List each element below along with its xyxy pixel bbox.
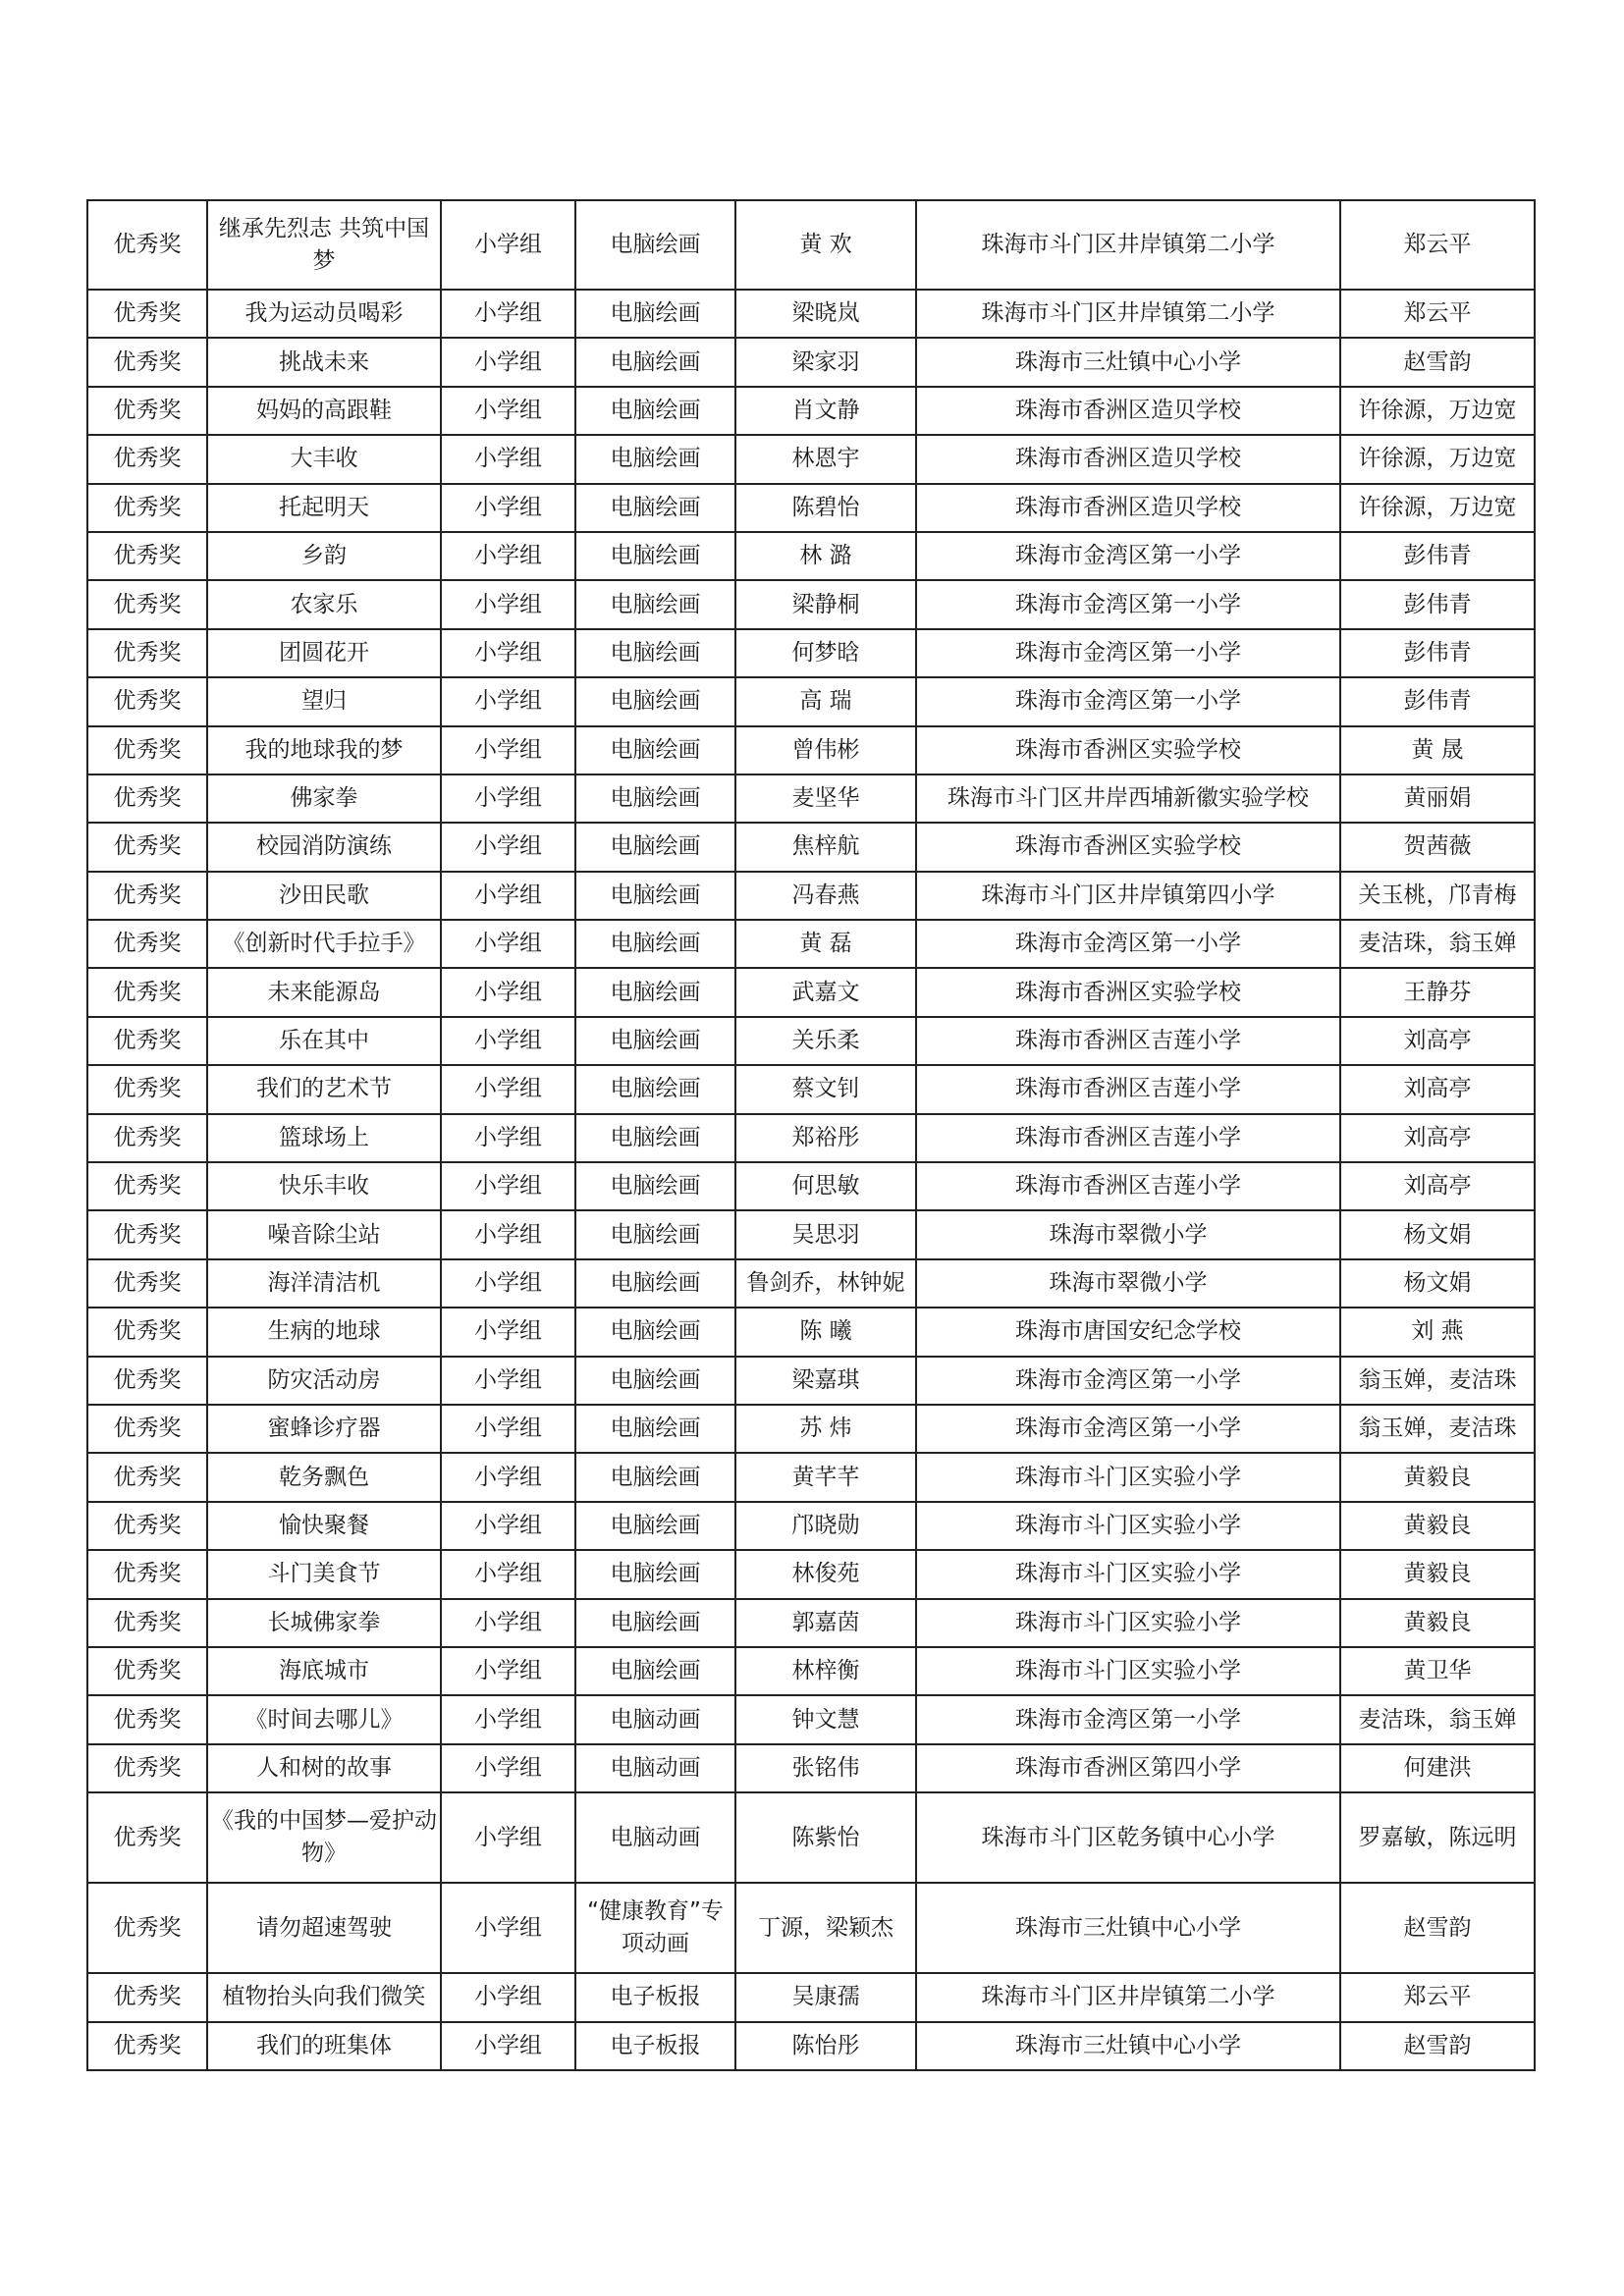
work-title-cell: 大丰收: [207, 435, 441, 483]
work-title-cell: 噪音除尘站: [207, 1210, 441, 1258]
author-cell: 麦坚华: [735, 774, 916, 823]
group-cell: 小学组: [441, 1017, 575, 1065]
group-cell: 小学组: [441, 1114, 575, 1162]
school-cell: 珠海市金湾区第一小学: [916, 920, 1340, 968]
school-cell: 珠海市斗门区实验小学: [916, 1647, 1340, 1695]
teacher-cell: 郑云平: [1340, 200, 1535, 290]
category-cell: 电脑绘画: [575, 1599, 735, 1647]
award-cell: 优秀奖: [87, 290, 207, 338]
author-cell: 何思敏: [735, 1162, 916, 1210]
author-cell: 鲁剑乔，林钟妮: [735, 1259, 916, 1308]
group-cell: 小学组: [441, 1973, 575, 2021]
author-cell: 苏 炜: [735, 1405, 916, 1453]
group-cell: 小学组: [441, 677, 575, 725]
category-cell: 电子板报: [575, 2022, 735, 2070]
table-row: [87, 290, 1535, 338]
group-cell: 小学组: [441, 774, 575, 823]
table-row: [87, 1162, 1535, 1210]
school-cell: 珠海市香洲区吉莲小学: [916, 1114, 1340, 1162]
table-row: [87, 1647, 1535, 1695]
teacher-cell: 许徐源，万边宽: [1340, 435, 1535, 483]
table-row: [87, 1973, 1535, 2021]
author-cell: 梁静桐: [735, 580, 916, 628]
work-title-cell: 《创新时代手拉手》: [207, 920, 441, 968]
group-cell: 小学组: [441, 1065, 575, 1113]
author-cell: 梁家羽: [735, 338, 916, 386]
category-cell: 电脑绘画: [575, 1453, 735, 1501]
school-cell: 珠海市斗门区实验小学: [916, 1599, 1340, 1647]
table-row: [87, 629, 1535, 677]
table-row: [87, 677, 1535, 725]
category-cell: 电脑绘画: [575, 872, 735, 920]
teacher-cell: 郑云平: [1340, 290, 1535, 338]
group-cell: 小学组: [441, 1792, 575, 1883]
table-row: [87, 1883, 1535, 1973]
award-cell: 优秀奖: [87, 1599, 207, 1647]
group-cell: 小学组: [441, 968, 575, 1016]
work-title-cell: 佛家拳: [207, 774, 441, 823]
school-cell: 珠海市金湾区第一小学: [916, 677, 1340, 725]
school-cell: 珠海市香洲区吉莲小学: [916, 1065, 1340, 1113]
table-row: [87, 1065, 1535, 1113]
school-cell: 珠海市香洲区吉莲小学: [916, 1162, 1340, 1210]
group-cell: 小学组: [441, 200, 575, 290]
category-cell: 电脑绘画: [575, 200, 735, 290]
award-cell: 优秀奖: [87, 1647, 207, 1695]
award-cell: 优秀奖: [87, 387, 207, 435]
author-cell: 陈怡彤: [735, 2022, 916, 2070]
award-cell: 优秀奖: [87, 774, 207, 823]
category-cell: 电脑绘画: [575, 1357, 735, 1405]
work-title-cell: 乐在其中: [207, 1017, 441, 1065]
work-title-cell: 蜜蜂诊疗器: [207, 1405, 441, 1453]
author-cell: 关乐柔: [735, 1017, 916, 1065]
category-cell: 电脑绘画: [575, 1017, 735, 1065]
school-cell: 珠海市三灶镇中心小学: [916, 1883, 1340, 1973]
author-cell: 武嘉文: [735, 968, 916, 1016]
school-cell: 珠海市斗门区乾务镇中心小学: [916, 1792, 1340, 1883]
teacher-cell: 罗嘉敏，陈远明: [1340, 1792, 1535, 1883]
group-cell: 小学组: [441, 1357, 575, 1405]
author-cell: 丁源，梁颖杰: [735, 1883, 916, 1973]
teacher-cell: 何建洪: [1340, 1744, 1535, 1792]
awards-table-body: [87, 200, 1535, 2070]
category-cell: 电脑动画: [575, 1695, 735, 1743]
teacher-cell: 贺茜薇: [1340, 823, 1535, 871]
work-title-cell: 防灾活动房: [207, 1357, 441, 1405]
table-row: [87, 338, 1535, 386]
group-cell: 小学组: [441, 1883, 575, 1973]
author-cell: 冯春燕: [735, 872, 916, 920]
table-row: [87, 387, 1535, 435]
group-cell: 小学组: [441, 580, 575, 628]
table-row: [87, 726, 1535, 774]
group-cell: 小学组: [441, 1308, 575, 1356]
author-cell: 梁晓岚: [735, 290, 916, 338]
group-cell: 小学组: [441, 1599, 575, 1647]
school-cell: 珠海市金湾区第一小学: [916, 1695, 1340, 1743]
school-cell: 珠海市金湾区第一小学: [916, 629, 1340, 677]
work-title-cell: 长城佛家拳: [207, 1599, 441, 1647]
work-title-cell: 托起明天: [207, 484, 441, 532]
teacher-cell: 许徐源，万边宽: [1340, 387, 1535, 435]
category-cell: 电脑绘画: [575, 968, 735, 1016]
award-cell: 优秀奖: [87, 823, 207, 871]
category-cell: “健康教育”专项动画: [575, 1883, 735, 1973]
group-cell: 小学组: [441, 387, 575, 435]
school-cell: 珠海市金湾区第一小学: [916, 1357, 1340, 1405]
category-cell: 电脑绘画: [575, 677, 735, 725]
group-cell: 小学组: [441, 823, 575, 871]
table-row: [87, 1792, 1535, 1883]
category-cell: 电脑绘画: [575, 338, 735, 386]
author-cell: 肖文静: [735, 387, 916, 435]
table-row: [87, 200, 1535, 290]
awards-table: [86, 199, 1536, 2071]
school-cell: 珠海市金湾区第一小学: [916, 1405, 1340, 1453]
work-title-cell: 海底城市: [207, 1647, 441, 1695]
category-cell: 电脑绘画: [575, 290, 735, 338]
group-cell: 小学组: [441, 338, 575, 386]
award-cell: 优秀奖: [87, 1162, 207, 1210]
category-cell: 电脑绘画: [575, 1065, 735, 1113]
group-cell: 小学组: [441, 532, 575, 580]
school-cell: 珠海市香洲区造贝学校: [916, 484, 1340, 532]
table-row: [87, 1405, 1535, 1453]
author-cell: 张铭伟: [735, 1744, 916, 1792]
school-cell: 珠海市香洲区吉莲小学: [916, 1017, 1340, 1065]
teacher-cell: 刘 燕: [1340, 1308, 1535, 1356]
school-cell: 珠海市斗门区井岸镇第二小学: [916, 1973, 1340, 2021]
author-cell: 吴思羽: [735, 1210, 916, 1258]
school-cell: 珠海市香洲区造贝学校: [916, 387, 1340, 435]
school-cell: 珠海市斗门区井岸镇第二小学: [916, 200, 1340, 290]
group-cell: 小学组: [441, 1210, 575, 1258]
category-cell: 电脑绘画: [575, 1550, 735, 1598]
teacher-cell: 杨文娟: [1340, 1210, 1535, 1258]
work-title-cell: 斗门美食节: [207, 1550, 441, 1598]
work-title-cell: 我的地球我的梦: [207, 726, 441, 774]
work-title-cell: 篮球场上: [207, 1114, 441, 1162]
author-cell: 黄 磊: [735, 920, 916, 968]
group-cell: 小学组: [441, 1647, 575, 1695]
work-title-cell: 《时间去哪儿》: [207, 1695, 441, 1743]
teacher-cell: 刘高亭: [1340, 1017, 1535, 1065]
group-cell: 小学组: [441, 484, 575, 532]
group-cell: 小学组: [441, 920, 575, 968]
award-cell: 优秀奖: [87, 532, 207, 580]
author-cell: 吴康孺: [735, 1973, 916, 2021]
author-cell: 陈碧怡: [735, 484, 916, 532]
teacher-cell: 赵雪韵: [1340, 2022, 1535, 2070]
author-cell: 林 潞: [735, 532, 916, 580]
teacher-cell: 杨文娟: [1340, 1259, 1535, 1308]
work-title-cell: 乾务飘色: [207, 1453, 441, 1501]
teacher-cell: 彭伟青: [1340, 532, 1535, 580]
author-cell: 陈 曦: [735, 1308, 916, 1356]
work-title-cell: 快乐丰收: [207, 1162, 441, 1210]
teacher-cell: 刘高亭: [1340, 1162, 1535, 1210]
table-row: [87, 1259, 1535, 1308]
work-title-cell: 我们的班集体: [207, 2022, 441, 2070]
group-cell: 小学组: [441, 629, 575, 677]
work-title-cell: 农家乐: [207, 580, 441, 628]
work-title-cell: 校园消防演练: [207, 823, 441, 871]
award-cell: 优秀奖: [87, 1973, 207, 2021]
teacher-cell: 黄毅良: [1340, 1550, 1535, 1598]
teacher-cell: 彭伟青: [1340, 677, 1535, 725]
teacher-cell: 郑云平: [1340, 1973, 1535, 2021]
author-cell: 梁嘉琪: [735, 1357, 916, 1405]
work-title-cell: 我为运动员喝彩: [207, 290, 441, 338]
teacher-cell: 黄丽娟: [1340, 774, 1535, 823]
table-row: [87, 1453, 1535, 1501]
table-row: [87, 1017, 1535, 1065]
category-cell: 电脑绘画: [575, 435, 735, 483]
category-cell: 电脑绘画: [575, 629, 735, 677]
award-cell: 优秀奖: [87, 1792, 207, 1883]
author-cell: 何梦晗: [735, 629, 916, 677]
teacher-cell: 黄 晟: [1340, 726, 1535, 774]
award-cell: 优秀奖: [87, 1550, 207, 1598]
category-cell: 电脑绘画: [575, 1162, 735, 1210]
award-cell: 优秀奖: [87, 1502, 207, 1550]
award-cell: 优秀奖: [87, 1357, 207, 1405]
table-row: [87, 774, 1535, 823]
author-cell: 蔡文钊: [735, 1065, 916, 1113]
teacher-cell: 翁玉婵，麦洁珠: [1340, 1357, 1535, 1405]
school-cell: 珠海市三灶镇中心小学: [916, 338, 1340, 386]
group-cell: 小学组: [441, 726, 575, 774]
group-cell: 小学组: [441, 1259, 575, 1308]
table-row: [87, 823, 1535, 871]
teacher-cell: 黄毅良: [1340, 1502, 1535, 1550]
author-cell: 黄芊芊: [735, 1453, 916, 1501]
teacher-cell: 赵雪韵: [1340, 338, 1535, 386]
award-cell: 优秀奖: [87, 200, 207, 290]
table-row: [87, 1210, 1535, 1258]
teacher-cell: 彭伟青: [1340, 580, 1535, 628]
author-cell: 郭嘉茵: [735, 1599, 916, 1647]
teacher-cell: 黄毅良: [1340, 1599, 1535, 1647]
school-cell: 珠海市翠微小学: [916, 1210, 1340, 1258]
school-cell: 珠海市斗门区实验小学: [916, 1502, 1340, 1550]
category-cell: 电脑绘画: [575, 1502, 735, 1550]
award-cell: 优秀奖: [87, 2022, 207, 2070]
award-cell: 优秀奖: [87, 1883, 207, 1973]
teacher-cell: 麦洁珠，翁玉婵: [1340, 920, 1535, 968]
category-cell: 电子板报: [575, 1973, 735, 2021]
school-cell: 珠海市香洲区造贝学校: [916, 435, 1340, 483]
table-row: [87, 1357, 1535, 1405]
school-cell: 珠海市斗门区井岸镇第四小学: [916, 872, 1340, 920]
award-cell: 优秀奖: [87, 629, 207, 677]
category-cell: 电脑绘画: [575, 920, 735, 968]
award-cell: 优秀奖: [87, 580, 207, 628]
school-cell: 珠海市香洲区实验学校: [916, 823, 1340, 871]
school-cell: 珠海市三灶镇中心小学: [916, 2022, 1340, 2070]
author-cell: 曾伟彬: [735, 726, 916, 774]
category-cell: 电脑绘画: [575, 1405, 735, 1453]
group-cell: 小学组: [441, 2022, 575, 2070]
work-title-cell: 人和树的故事: [207, 1744, 441, 1792]
school-cell: 珠海市香洲区实验学校: [916, 726, 1340, 774]
table-row: [87, 1308, 1535, 1356]
work-title-cell: 妈妈的高跟鞋: [207, 387, 441, 435]
author-cell: 钟文慧: [735, 1695, 916, 1743]
category-cell: 电脑绘画: [575, 532, 735, 580]
work-title-cell: 请勿超速驾驶: [207, 1883, 441, 1973]
table-row: [87, 1695, 1535, 1743]
teacher-cell: 王静芬: [1340, 968, 1535, 1016]
table-row: [87, 484, 1535, 532]
table-row: [87, 872, 1535, 920]
award-cell: 优秀奖: [87, 1744, 207, 1792]
award-cell: 优秀奖: [87, 1017, 207, 1065]
author-cell: 陈紫怡: [735, 1792, 916, 1883]
work-title-cell: 海洋清洁机: [207, 1259, 441, 1308]
award-cell: 优秀奖: [87, 1065, 207, 1113]
school-cell: 珠海市翠微小学: [916, 1259, 1340, 1308]
author-cell: 焦梓航: [735, 823, 916, 871]
table-row: [87, 968, 1535, 1016]
group-cell: 小学组: [441, 1405, 575, 1453]
table-row: [87, 1599, 1535, 1647]
award-cell: 优秀奖: [87, 338, 207, 386]
group-cell: 小学组: [441, 435, 575, 483]
author-cell: 郑裕彤: [735, 1114, 916, 1162]
author-cell: 林梓衡: [735, 1647, 916, 1695]
teacher-cell: 麦洁珠，翁玉婵: [1340, 1695, 1535, 1743]
award-cell: 优秀奖: [87, 1695, 207, 1743]
group-cell: 小学组: [441, 1550, 575, 1598]
group-cell: 小学组: [441, 290, 575, 338]
award-cell: 优秀奖: [87, 1308, 207, 1356]
category-cell: 电脑绘画: [575, 484, 735, 532]
award-cell: 优秀奖: [87, 677, 207, 725]
category-cell: 电脑绘画: [575, 1647, 735, 1695]
school-cell: 珠海市唐国安纪念学校: [916, 1308, 1340, 1356]
school-cell: 珠海市斗门区井岸西埔新徽实验学校: [916, 774, 1340, 823]
author-cell: 林俊苑: [735, 1550, 916, 1598]
work-title-cell: 挑战未来: [207, 338, 441, 386]
category-cell: 电脑绘画: [575, 774, 735, 823]
author-cell: 黄 欢: [735, 200, 916, 290]
teacher-cell: 彭伟青: [1340, 629, 1535, 677]
group-cell: 小学组: [441, 1502, 575, 1550]
category-cell: 电脑绘画: [575, 823, 735, 871]
teacher-cell: 许徐源，万边宽: [1340, 484, 1535, 532]
category-cell: 电脑动画: [575, 1792, 735, 1883]
school-cell: 珠海市斗门区井岸镇第二小学: [916, 290, 1340, 338]
award-cell: 优秀奖: [87, 1114, 207, 1162]
category-cell: 电脑绘画: [575, 726, 735, 774]
school-cell: 珠海市香洲区第四小学: [916, 1744, 1340, 1792]
category-cell: 电脑绘画: [575, 580, 735, 628]
table-row: [87, 920, 1535, 968]
author-cell: 高 瑞: [735, 677, 916, 725]
teacher-cell: 黄毅良: [1340, 1453, 1535, 1501]
work-title-cell: 生病的地球: [207, 1308, 441, 1356]
work-title-cell: 继承先烈志 共筑中国梦: [207, 200, 441, 290]
award-cell: 优秀奖: [87, 484, 207, 532]
award-cell: 优秀奖: [87, 1259, 207, 1308]
award-cell: 优秀奖: [87, 435, 207, 483]
work-title-cell: 团圆花开: [207, 629, 441, 677]
table-row: [87, 2022, 1535, 2070]
award-cell: 优秀奖: [87, 872, 207, 920]
teacher-cell: 黄卫华: [1340, 1647, 1535, 1695]
work-title-cell: 望归: [207, 677, 441, 725]
award-cell: 优秀奖: [87, 1405, 207, 1453]
category-cell: 电脑绘画: [575, 1210, 735, 1258]
group-cell: 小学组: [441, 1453, 575, 1501]
work-title-cell: 沙田民歌: [207, 872, 441, 920]
work-title-cell: 我们的艺术节: [207, 1065, 441, 1113]
award-cell: 优秀奖: [87, 920, 207, 968]
school-cell: 珠海市金湾区第一小学: [916, 580, 1340, 628]
work-title-cell: 愉快聚餐: [207, 1502, 441, 1550]
category-cell: 电脑绘画: [575, 1308, 735, 1356]
table-row: [87, 1550, 1535, 1598]
group-cell: 小学组: [441, 872, 575, 920]
table-row: [87, 1744, 1535, 1792]
group-cell: 小学组: [441, 1162, 575, 1210]
author-cell: 林恩宇: [735, 435, 916, 483]
group-cell: 小学组: [441, 1695, 575, 1743]
category-cell: 电脑绘画: [575, 387, 735, 435]
category-cell: 电脑绘画: [575, 1259, 735, 1308]
work-title-cell: 植物抬头向我们微笑: [207, 1973, 441, 2021]
school-cell: 珠海市香洲区实验学校: [916, 968, 1340, 1016]
table-row: [87, 1114, 1535, 1162]
school-cell: 珠海市斗门区实验小学: [916, 1550, 1340, 1598]
teacher-cell: 刘高亭: [1340, 1114, 1535, 1162]
author-cell: 邝晓勋: [735, 1502, 916, 1550]
table-row: [87, 532, 1535, 580]
teacher-cell: 刘高亭: [1340, 1065, 1535, 1113]
teacher-cell: 关玉桃，邝青梅: [1340, 872, 1535, 920]
work-title-cell: 《我的中国梦—爱护动物》: [207, 1792, 441, 1883]
school-cell: 珠海市斗门区实验小学: [916, 1453, 1340, 1501]
work-title-cell: 乡韵: [207, 532, 441, 580]
teacher-cell: 赵雪韵: [1340, 1883, 1535, 1973]
category-cell: 电脑动画: [575, 1744, 735, 1792]
work-title-cell: 未来能源岛: [207, 968, 441, 1016]
award-cell: 优秀奖: [87, 726, 207, 774]
category-cell: 电脑绘画: [575, 1114, 735, 1162]
award-cell: 优秀奖: [87, 1453, 207, 1501]
school-cell: 珠海市金湾区第一小学: [916, 532, 1340, 580]
award-cell: 优秀奖: [87, 968, 207, 1016]
table-row: [87, 1502, 1535, 1550]
teacher-cell: 翁玉婵，麦洁珠: [1340, 1405, 1535, 1453]
award-cell: 优秀奖: [87, 1210, 207, 1258]
table-row: [87, 435, 1535, 483]
group-cell: 小学组: [441, 1744, 575, 1792]
table-row: [87, 580, 1535, 628]
